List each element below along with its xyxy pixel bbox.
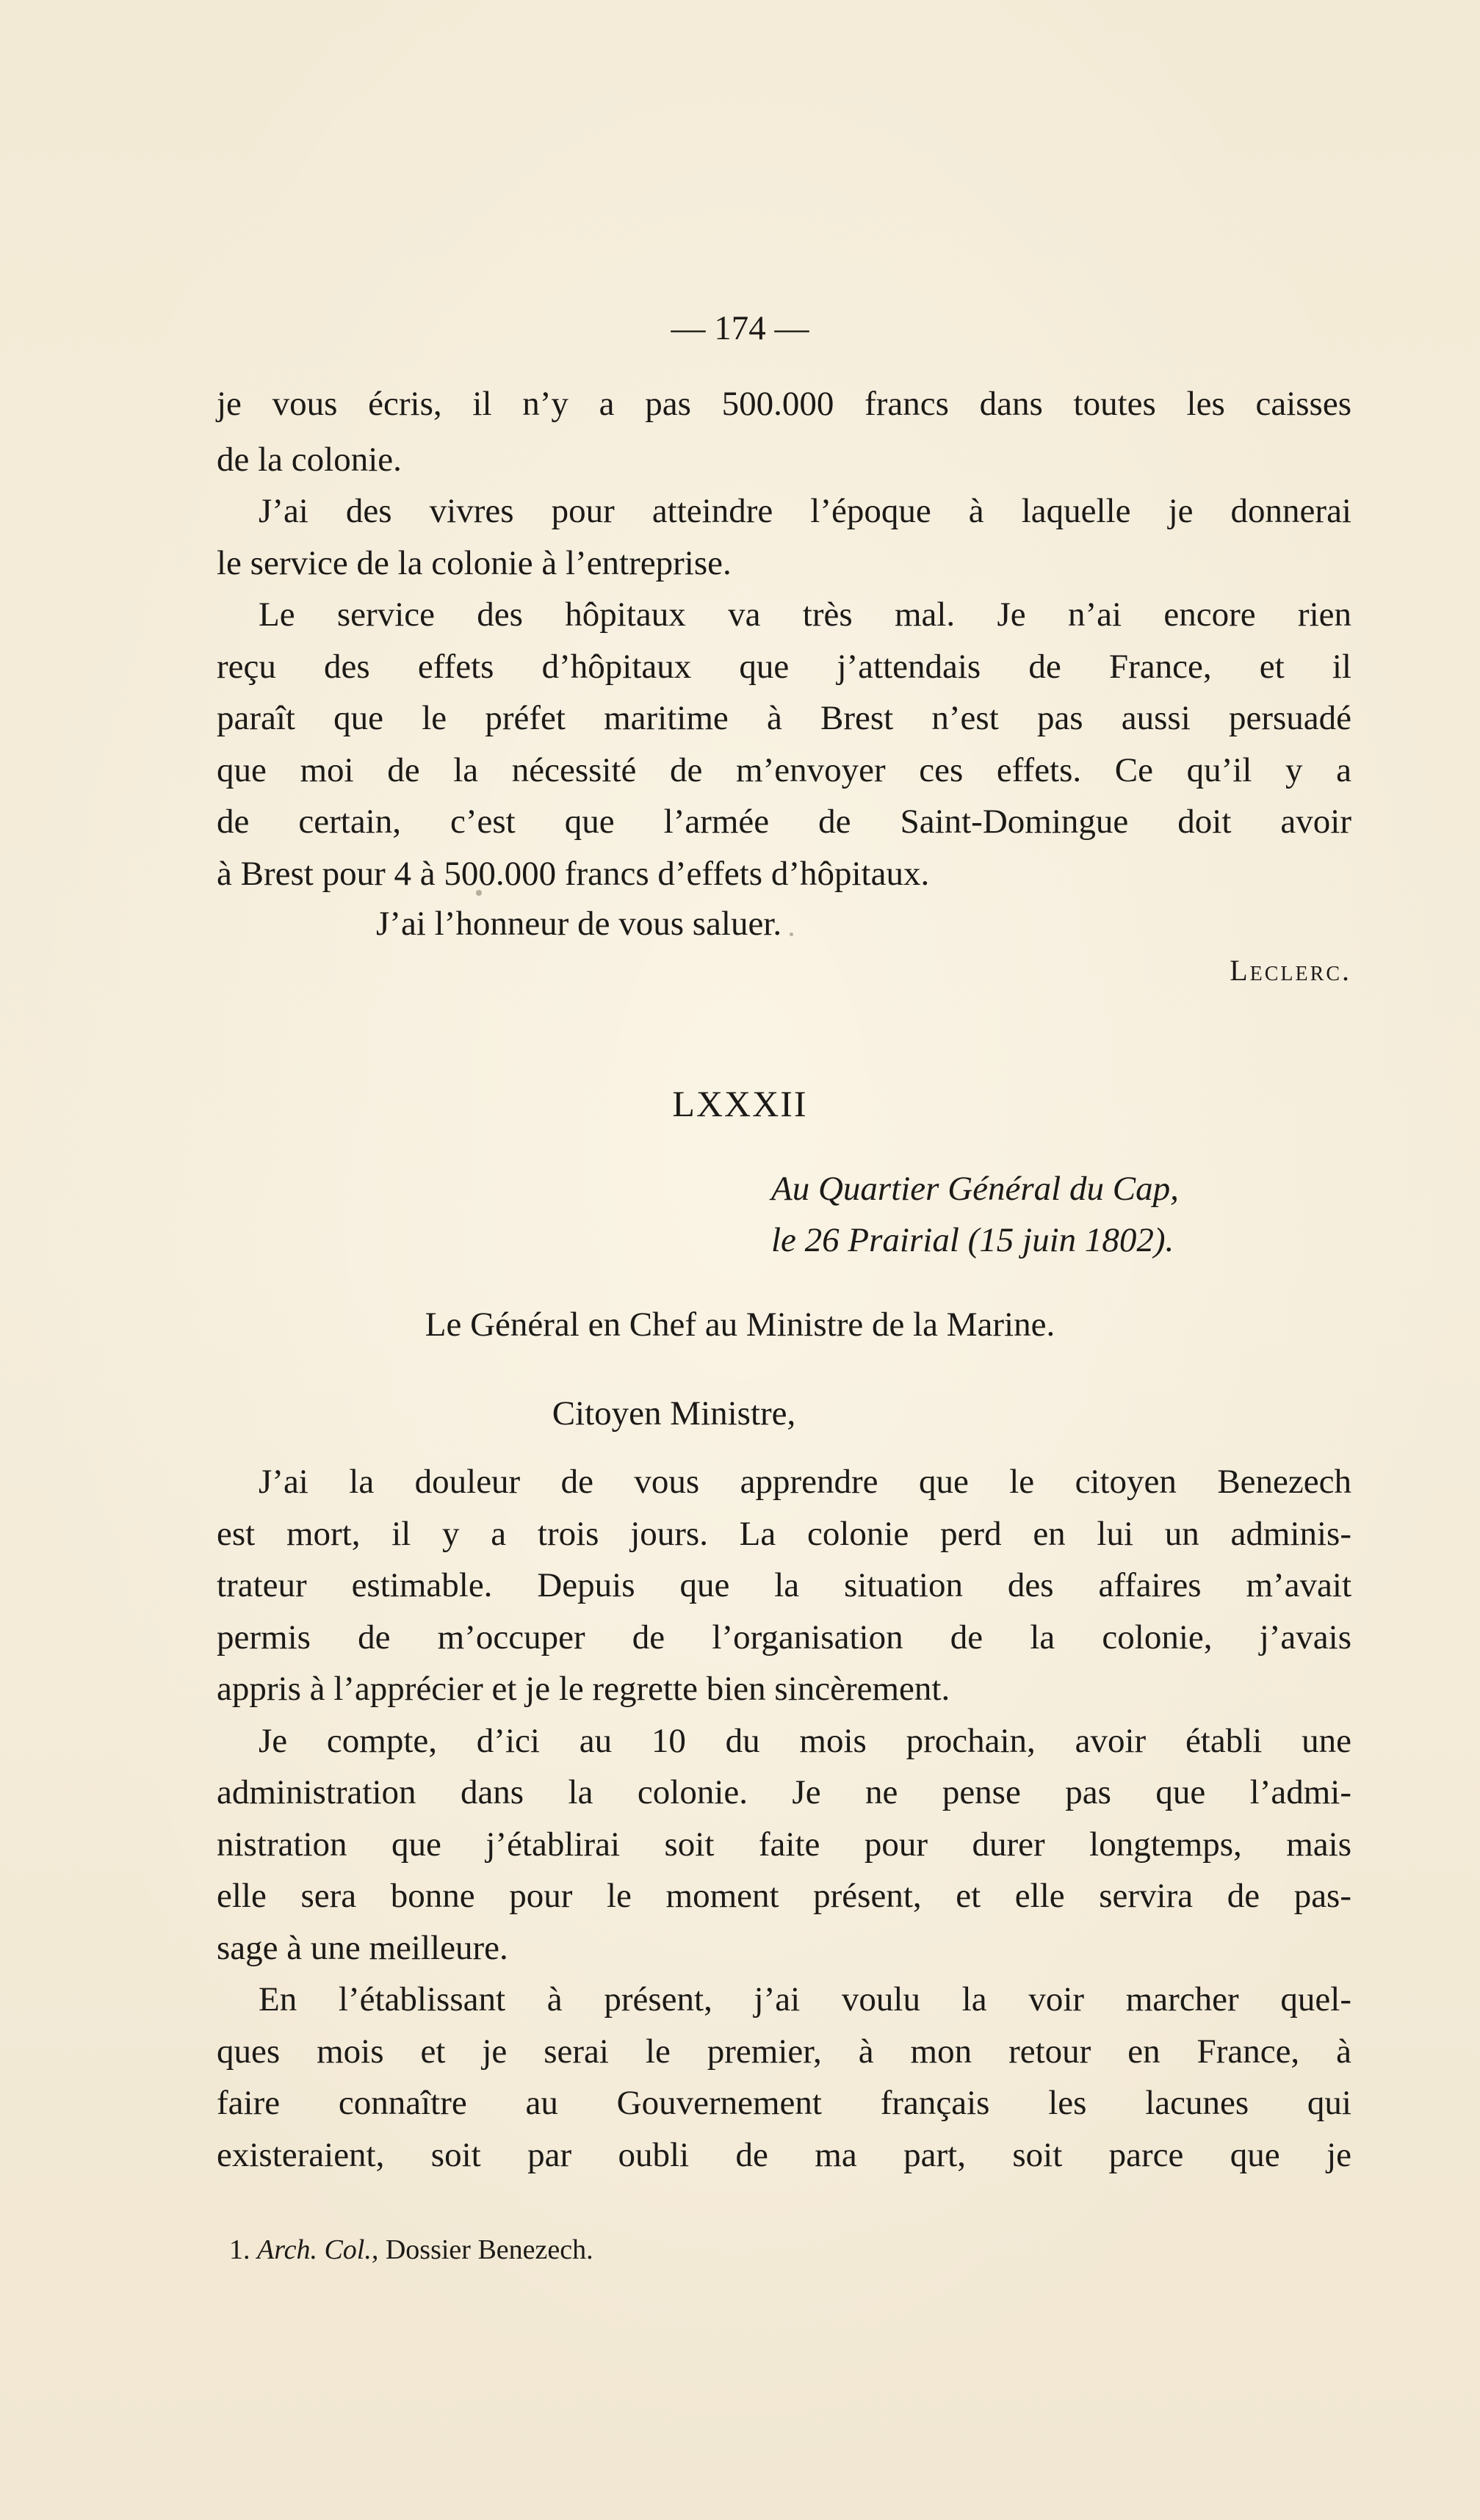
footnote-text: Dossier Benezech. [385,2234,593,2265]
text-line: reçu des effets d’hôpitaux que j’attendais de France, et il [217,648,1351,686]
text-line: je vous écris, il n’y a pas 500.000 francs dans toutes les caisses [217,385,1351,423]
date-line: le 26 Prairial (15 juin 1802). [771,1221,1174,1259]
paper-speck [476,890,482,896]
text-line: ques mois et je serai le premier, à mon retour en France, à [217,2032,1351,2071]
text-line: faire connaître au Gouvernement français les lacunes qui [217,2084,1351,2122]
signature: Leclerc. [1230,954,1351,987]
text-line: de la colonie. [217,441,402,479]
text-line: le service de la colonie à l’entreprise. [217,544,732,582]
text-line: à Brest pour 4 à 500.000 francs d’effets d’hôpitaux. [217,855,930,893]
text-line: que moi de la nécessité de m’envoyer ces effets. Ce qu’il y a [217,751,1351,789]
text-line: paraît que le préfet maritime à Brest n’est pas aussi persuadé [217,699,1351,737]
text-line: existeraient, soit par oubli de ma part, soit parce que je [217,2136,1351,2174]
text-line: J’ai des vivres pour atteindre l’époque à laquelle je donnerai [259,492,1351,530]
text-line: appris à l’apprécier et je le regrette bien sincèrement. [217,1670,950,1708]
text-line: administration dans la colonie. Je ne pense pas que l’admi- [217,1773,1351,1811]
footnote-marker: 1. [229,2234,250,2265]
footnote-source: Arch. Col., [257,2234,379,2265]
text-line: elle sera bonne pour le moment présent, et elle servira de pas- [217,1877,1351,1915]
place-line: Au Quartier Général du Cap, [771,1170,1179,1208]
text-line: trateur estimable. Depuis que la situation des affaires m’avait [217,1566,1351,1604]
text-line: Le service des hôpitaux va très mal. Je n’ai encore rien [259,595,1351,634]
letter-number: LXXXII [672,1083,808,1124]
salutation: Citoyen Ministre, [552,1394,796,1433]
page-number: — 174 — [671,309,809,347]
text-line: est mort, il y a trois jours. La colonie perd en lui un adminis- [217,1515,1351,1553]
text-line: permis de m’occuper de l’organisation de la colonie, j’avais [217,1618,1351,1657]
text-line: J’ai la douleur de vous apprendre que le citoyen Benezech [259,1463,1351,1501]
text-line: sage à une meilleure. [217,1929,508,1967]
text-line: nistration que j’établirai soit faite pour durer longtemps, mais [217,1825,1351,1864]
letter-address: Le Général en Chef au Ministre de la Marine. [425,1306,1055,1344]
text-line: Je compte, d’ici au 10 du mois prochain, avoir établi une [259,1722,1351,1760]
text-line: En l’établissant à présent, j’ai voulu la voir marcher quel- [259,1980,1351,2018]
footnote [229,2234,593,2266]
closing-line: J’ai l’honneur de vous saluer. [376,905,782,943]
text-line: de certain, c’est que l’armée de Saint-Domingue doit avoir [217,803,1351,841]
paper-speck [790,933,793,936]
